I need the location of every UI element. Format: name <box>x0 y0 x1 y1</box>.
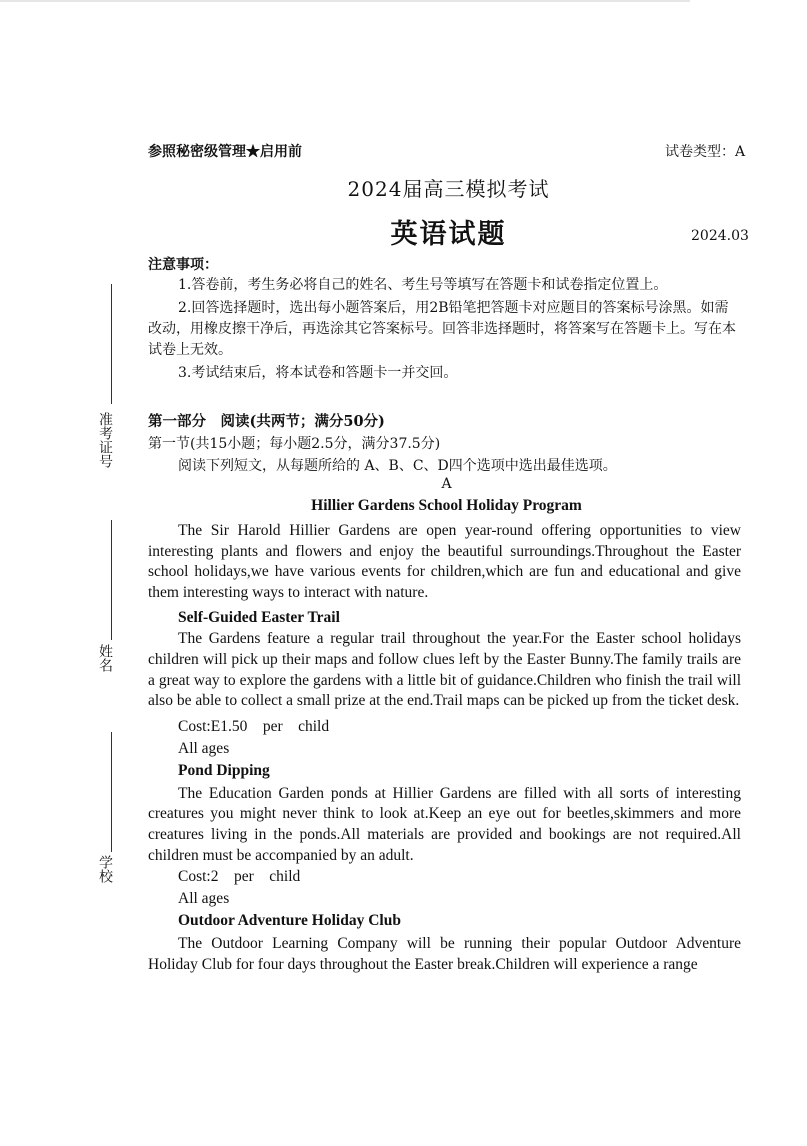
notice-item-1: 1.答卷前，考生务必将自己的姓名、考生号等填写在答题卡和试卷指定位置上。 <box>178 277 668 293</box>
event-title-3: Outdoor Adventure Holiday Club <box>178 912 401 930</box>
margin-line-name <box>111 520 112 640</box>
event-desc-3: The Outdoor Learning Company will be running their popular Outdoor Adventure Holiday Club for four days throughout the Easter break.Children will experience a range <box>148 935 741 973</box>
event-title-1: Self-Guided Easter Trail <box>178 609 340 627</box>
part-one-title: 第一部分 阅读(共两节；满分50分) <box>148 413 385 430</box>
event-ages-1: All ages <box>178 739 230 757</box>
notice-item-2: 2.回答选择题时，选出每小题答案后，用2B铅笔把答题卡对应题目的答案标号涂黑。如需改动，用橡皮擦干净后，再选涂其它答案标号。回答非选择题时，将答案写在答题卡上。写在本试卷上无效。 <box>148 300 736 358</box>
event-cost-1: Cost:E1.50 per child <box>178 717 330 735</box>
margin-label-exam-id: 准考证号 <box>97 412 113 468</box>
passage-letter: A <box>441 476 452 492</box>
event-title-2: Pond Dipping <box>178 761 270 779</box>
event-desc-2: The Education Garden ponds at Hillier Gardens are filled with all sorts of interesting creatures you might never think to look at.Keep an eye out for beetles,skimmers and more creatures living in the ponds.All materials are provided and bookings are not required.All children must be accompanied by an adult. <box>148 784 741 864</box>
top-rule <box>0 0 690 2</box>
exam-title: 2024届高三模拟考试 <box>347 177 550 201</box>
margin-label-name: 姓名 <box>97 644 113 672</box>
paper-type-label: 试卷类型：A <box>665 144 746 160</box>
notice-item-3: 3.考试结束后，将本试卷和答题卡一并交回。 <box>178 365 458 381</box>
event-cost-2: Cost:2 per child <box>178 868 301 886</box>
margin-line-school <box>111 732 112 852</box>
event-desc-1: The Gardens feature a regular trail throughout the year.For the Easter school holidays children will pick up their maps and follow clues left by the Easter Bunny.The family trails are a great way to explore the gardens with a little bit of guidance.Children who finish the trail will also be able to collect a small prize at the end.Trail maps can be picked up from the ticket desk. <box>148 630 741 710</box>
article-body <box>148 521 741 975</box>
section-one-title: 第一节(共15小题；每小题2.5分，满分37.5分) <box>148 436 441 452</box>
article-intro: The Sir Harold Hillier Gardens are open year-round offering opportunities to view interesting plants and flowers and enjoy the beautiful surroundings.Throughout the Easter school holidays,we have various events for children,which are fun and educational and give them interesting ways to interact with nature. <box>148 522 741 601</box>
margin-label-school: 学校 <box>97 855 113 883</box>
article-title: Hillier Gardens School Holiday Program <box>311 497 582 514</box>
section-instruction: 阅读下列短文，从每题所给的 A、B、C、D四个选项中选出最佳选项。 <box>178 458 617 474</box>
notice-list <box>148 275 741 384</box>
exam-date: 2024.03 <box>691 228 749 244</box>
subject-title: 英语试题 <box>390 219 507 250</box>
confidential-label: 参照秘密级管理★启用前 <box>148 144 302 160</box>
event-ages-2: All ages <box>178 890 230 908</box>
margin-line-exam-id <box>111 284 112 404</box>
notice-title: 注意事项： <box>148 257 218 273</box>
